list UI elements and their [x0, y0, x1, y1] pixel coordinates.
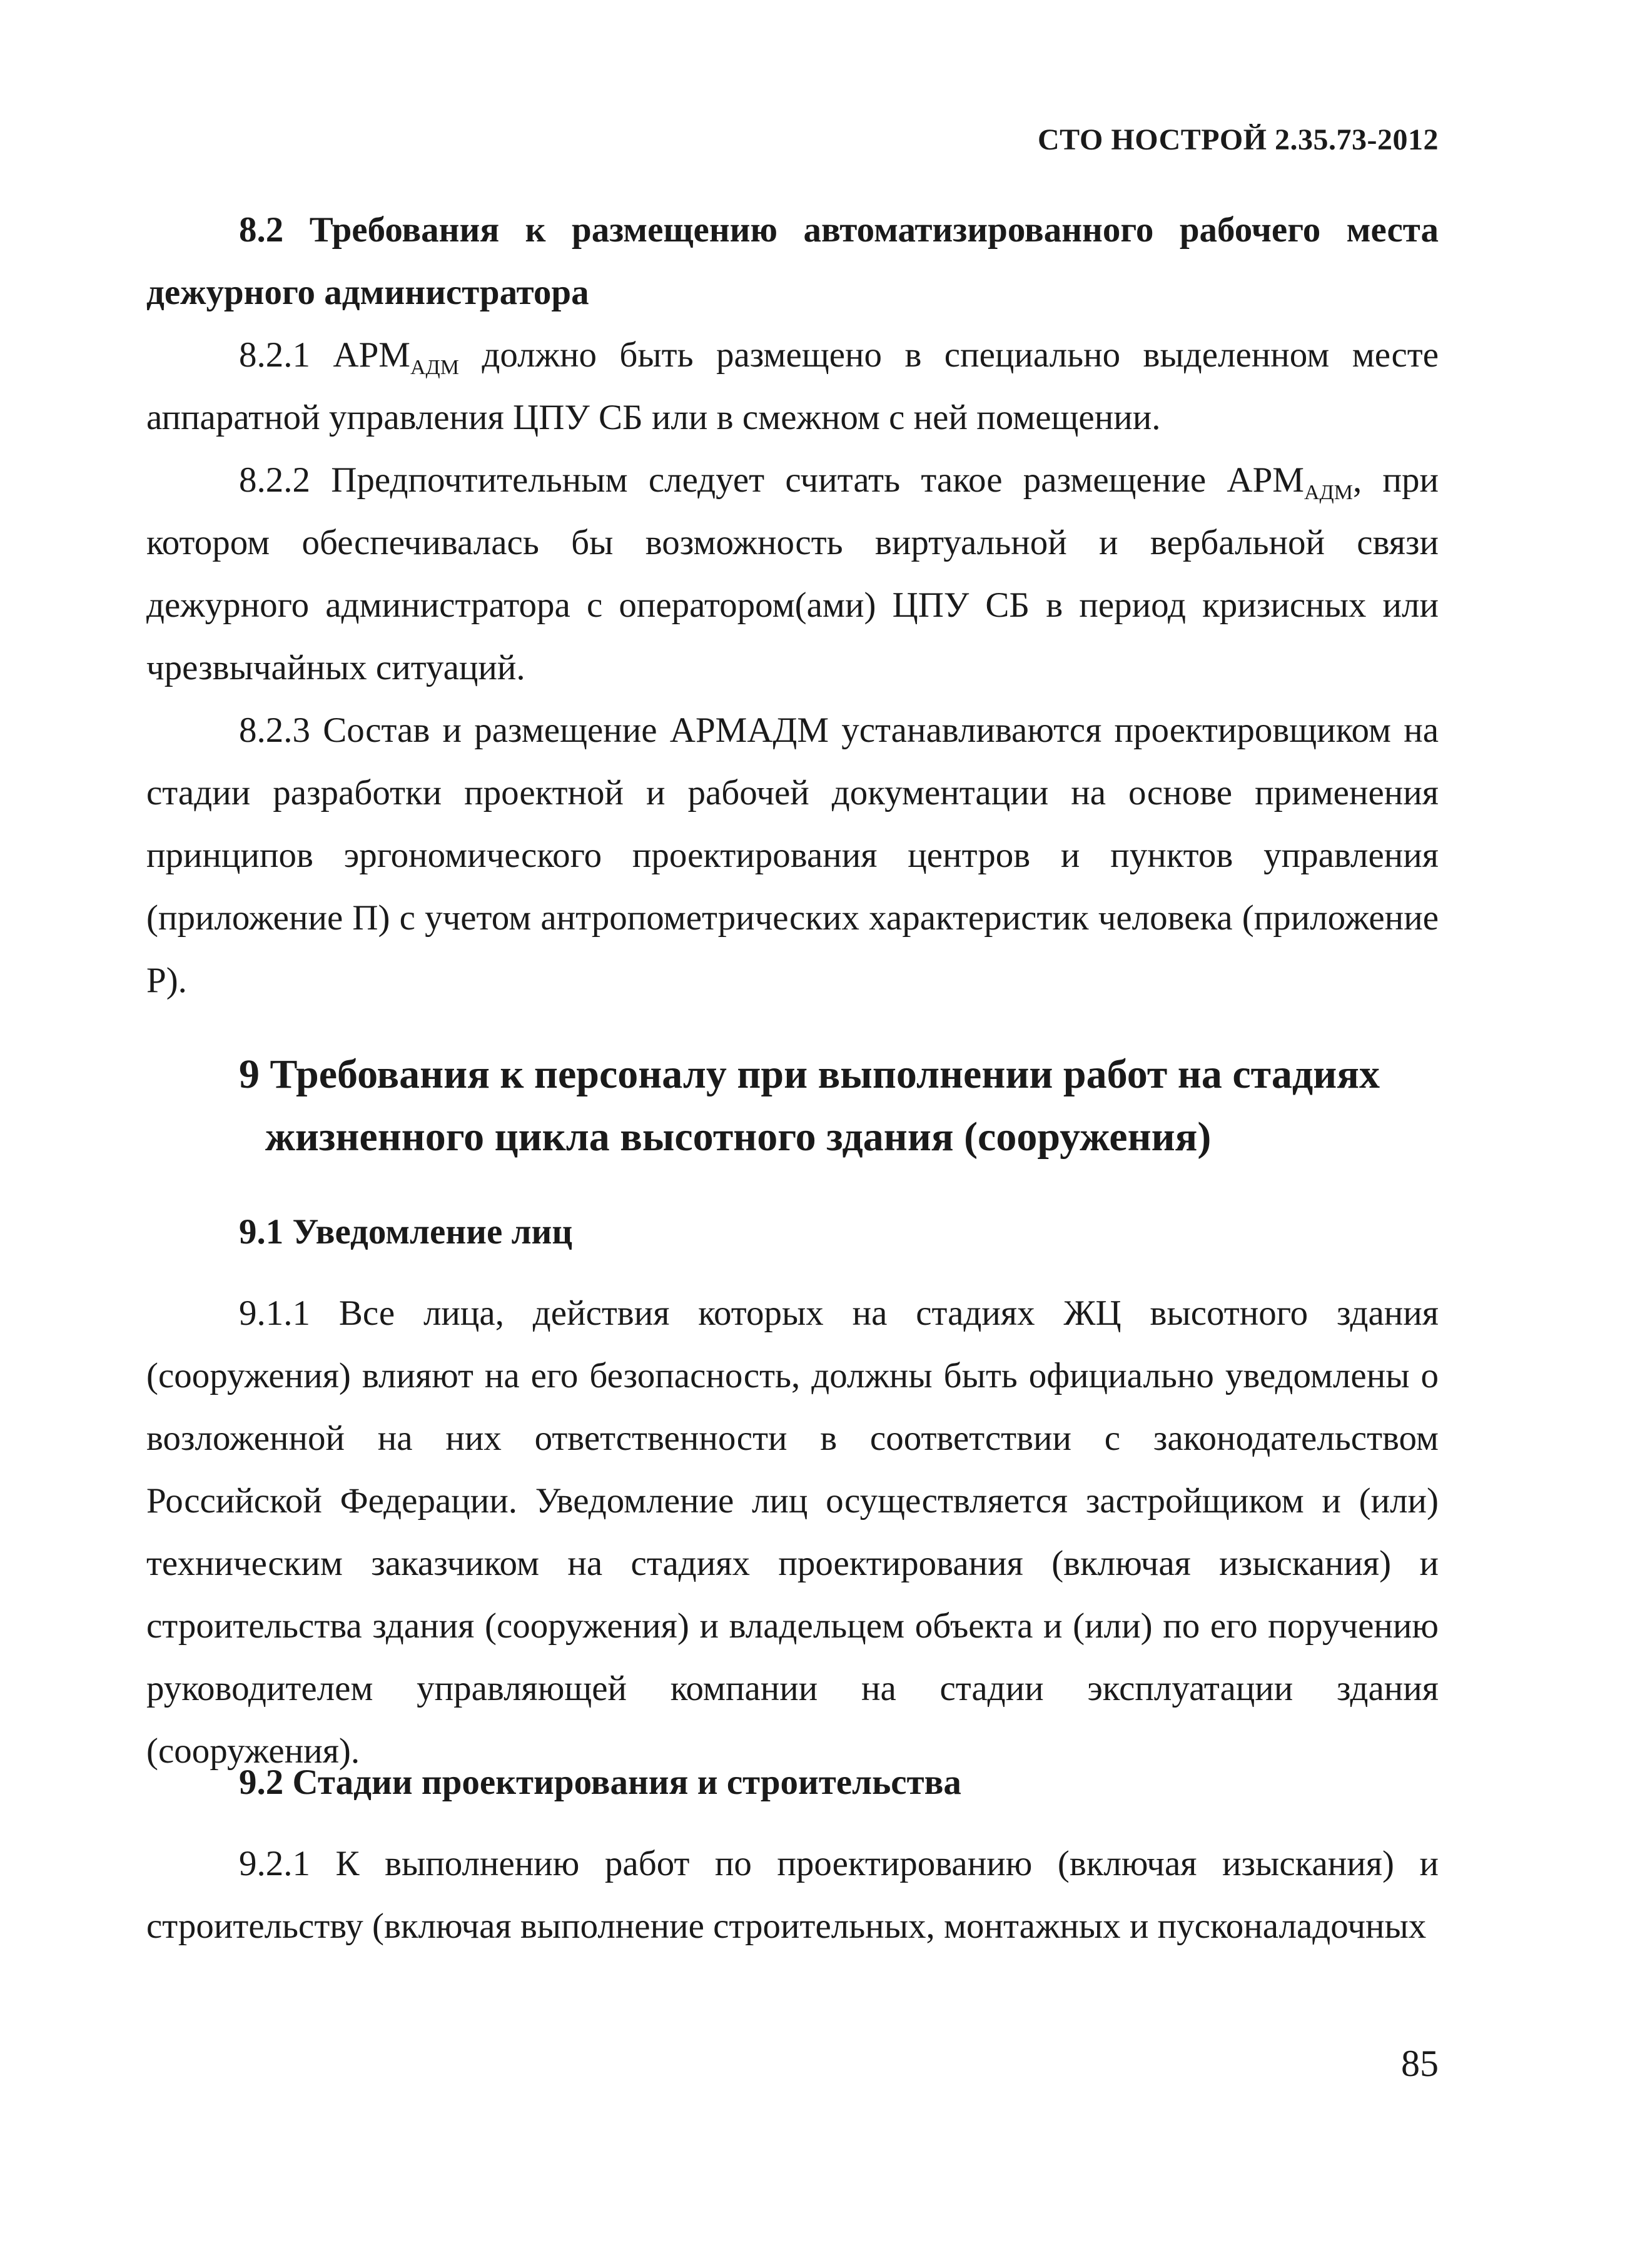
subscript: АДМ [1304, 481, 1353, 504]
document-code-header: СТО НОСТРОЙ 2.35.73-2012 [1037, 123, 1439, 156]
heading-line: 9 Требования к персоналу при выполнении работ на стадиях [239, 1051, 1380, 1097]
heading-line: жизненного цикла высотного здания (сооружения) [265, 1114, 1212, 1160]
paragraph-9-1-1 [146, 1282, 1439, 1783]
text-run: 8.2.1 АРМ [239, 335, 410, 375]
paragraph-text [146, 449, 1439, 699]
paragraph-text: 9.2.1 К выполнению работ по проектированию (включая изыскания) и строительству (включая выполнение строительных, монтажных и пусконаладочных [146, 1844, 1439, 1946]
section-heading-9-1: 9.1 Уведомление лиц [239, 1212, 573, 1252]
section-heading-8-2: 8.2 Требования к размещению автоматизированного рабочего места дежурного администратора [146, 210, 1439, 312]
section-heading-9-2: 9.2 Стадии проектирования и строительства [239, 1763, 961, 1802]
page-number: 85 [1401, 2043, 1439, 2084]
paragraph-8-2-2 [146, 449, 1439, 699]
paragraph-9-2-1 [146, 1833, 1439, 1958]
section-8-2 [146, 199, 1439, 324]
paragraph-text: 9.1.1 Все лица, действия которых на стадиях ЖЦ высотного здания (сооружения) влияют на его безопасность, должны быть официально уведомлены о возложенной на них ответственности в соответствии с законодательством Российской Федерации. Уведомление лиц осуществляется застройщиком и (или) техническим заказчиком на стадиях проектирования (включая изыскания) и строительства здания (сооружения) и владельцем объекта и (или) по его поручению руководителем управляющей компании на стадии эксплуатации здания (сооружения). [146, 1293, 1439, 1771]
text-run: , при котором обеспечивалась бы возможность виртуальной и вербальной связи дежурного администратора с оператором(ами) ЦПУ СБ в период кризисных или чрезвычайных ситуаций. [146, 460, 1439, 687]
section-9-2 [146, 1751, 1439, 1814]
paragraph-text [146, 324, 1439, 449]
subscript: АДМ [410, 356, 459, 379]
paragraph-text: 8.2.3 Состав и размещение АРМАДМ устанавливаются проектировщиком на стадии разработки проектной и рабочей документации на основе применения принципов эргономического проектирования центров и пунктов управления (приложение П) с учетом антропометрических характеристик человека (приложение Р). [146, 711, 1439, 1000]
text-run: должно быть размещено в специально выделенном месте аппаратной управления ЦПУ СБ или в смежном с ней помещении. [146, 335, 1439, 437]
text-run: 8.2.2 Предпочтительным следует считать такое размещение АРМ [239, 460, 1304, 500]
section-9-heading [146, 1043, 1439, 1168]
section-9-1 [146, 1201, 1439, 1263]
paragraph-8-2-3 [146, 699, 1439, 1012]
paragraph-8-2-1 [146, 324, 1439, 449]
chapter-heading-9 [146, 1043, 1439, 1168]
